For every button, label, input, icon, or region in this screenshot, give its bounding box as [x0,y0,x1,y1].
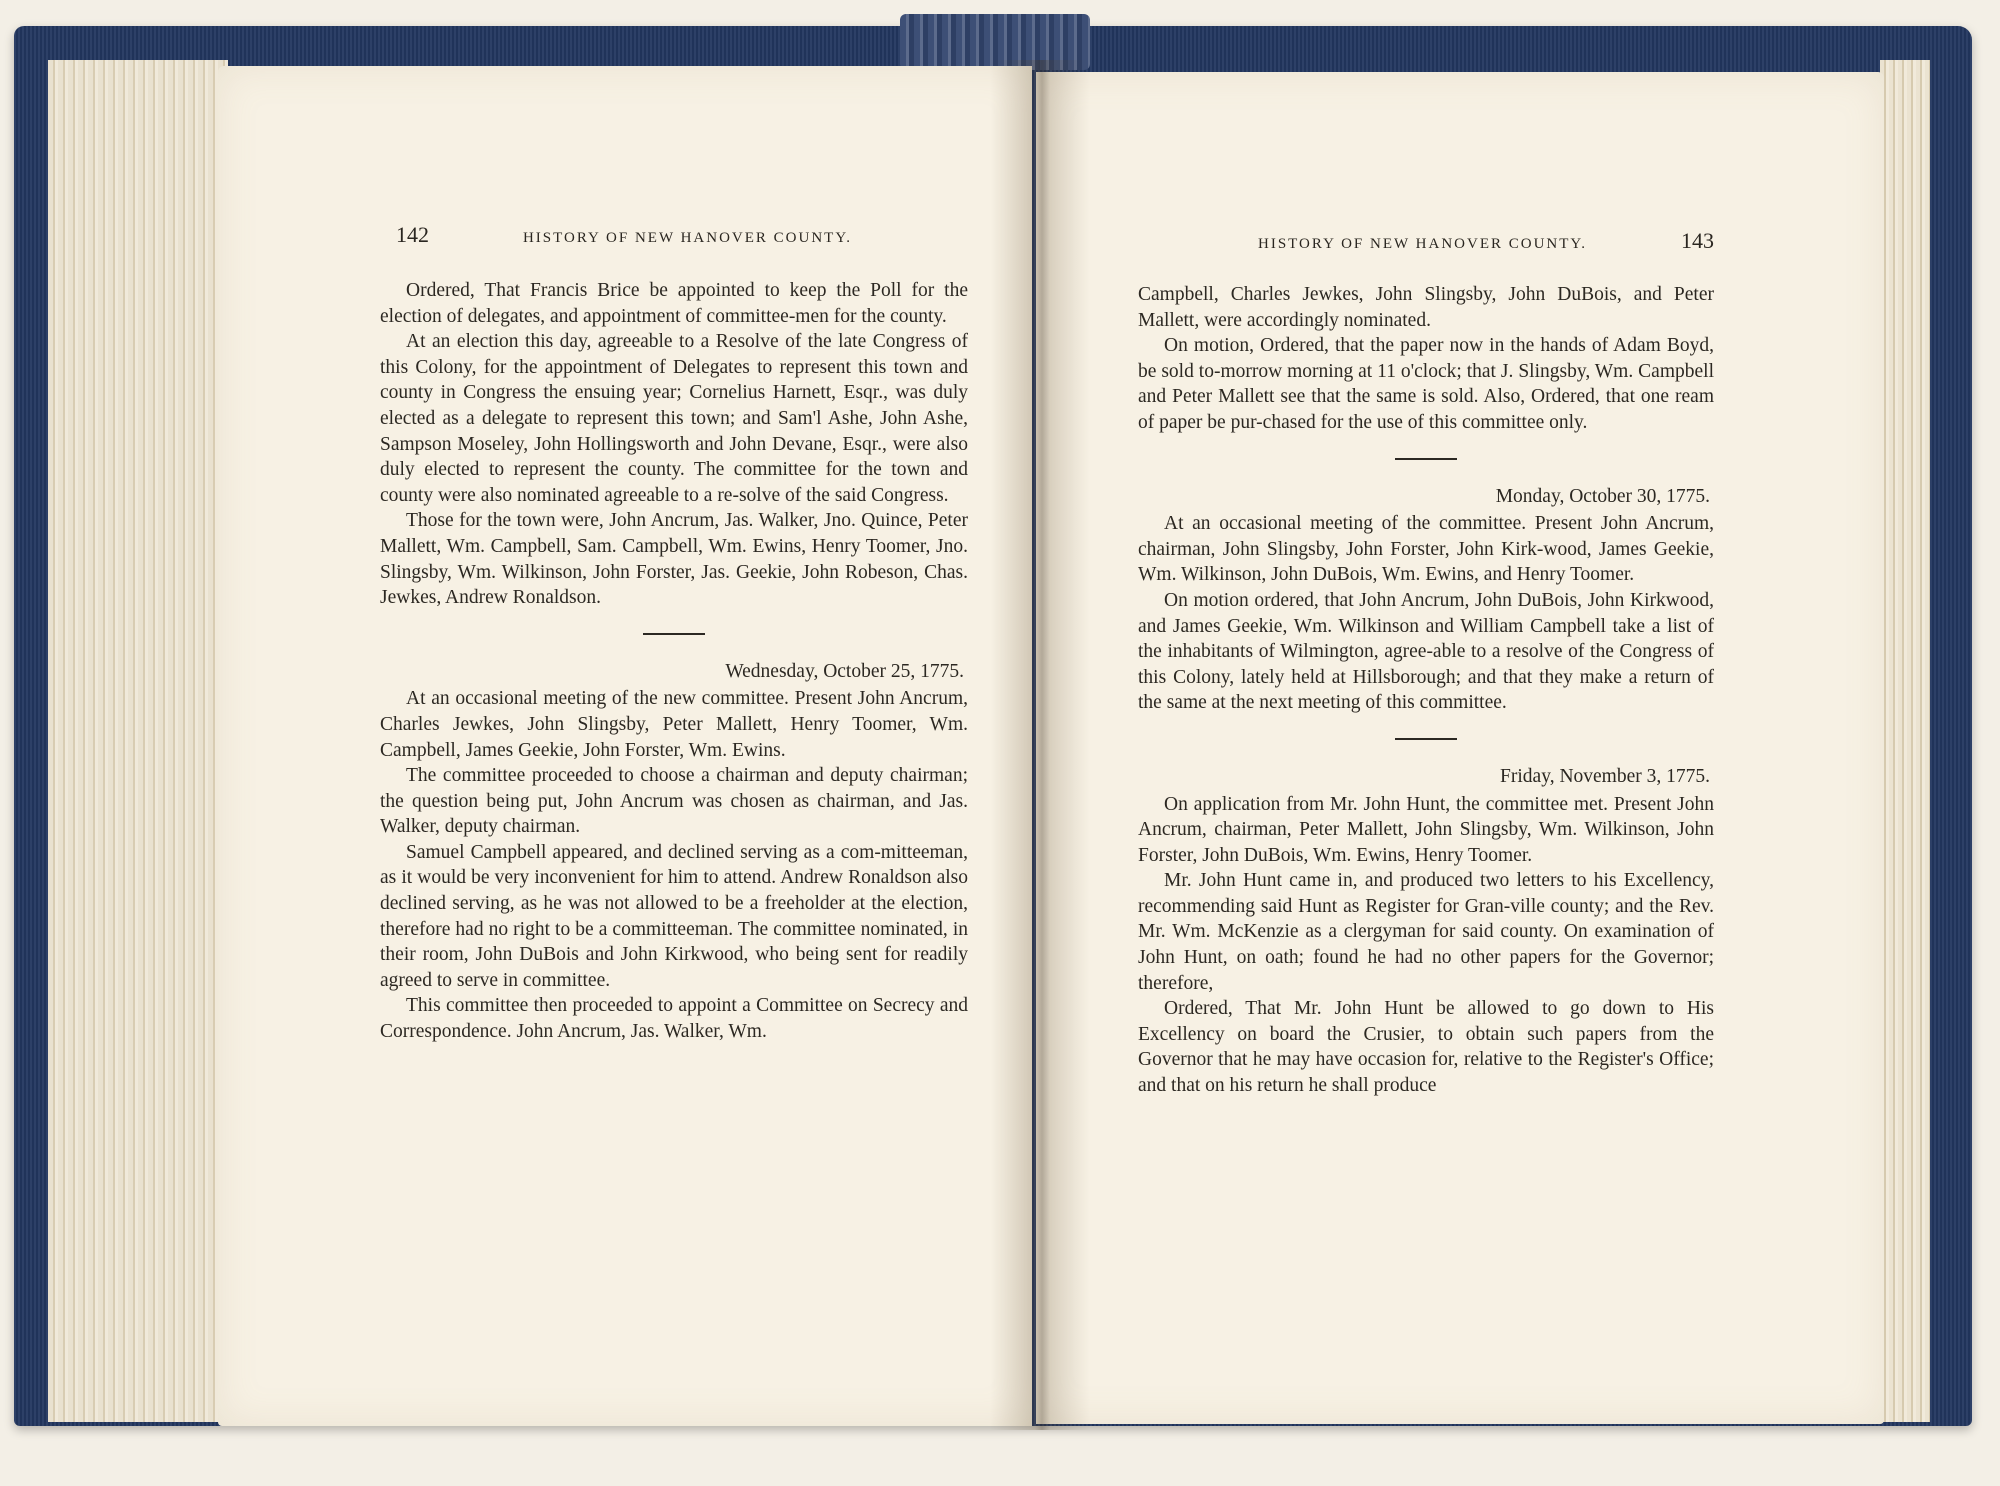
dateline: Monday, October 30, 1775. [1495,485,1710,507]
page-number: 142 [396,222,429,247]
page-edges-right [1880,60,1930,1422]
paragraph: Mr. John Hunt came in, and produced two letters to his Excellency, recommending said Hunt as Register for Gran-ville county; and the Rev. Mr. Wm. McKenzie as a clergyman for said county. On examination of John Hunt, on oath; found he had no other papers for the Governor; therefore, [1138,870,1714,994]
paragraph: On motion, Ordered, that the paper now in the hands of Adam Boyd, be sold to-morrow morning at 11 o'clock; that J. Slingsby, Wm. Campbell and Peter Mallett see that the same is sold. Also, Ordered, that one ream of paper be pur-chased for the use of this committee only. [1138,335,1714,433]
paragraph: Samuel Campbell appeared, and declined serving as a com-mitteeman, as it would be very inconvenient for him to attend. Andrew Ronaldson also declined serving, as he was not allowed to be a freeholder at the election, therefore had no right to be a committeeman. The committee nominated, in their room, John DuBois and John Kirkwood, who being sent for readily agreed to serve in committee. [380,841,968,991]
left-page-header [396,222,852,248]
right-page-text [1138,282,1714,1099]
section-rule [1395,458,1457,460]
paragraph: At an election this day, agreeable to a Resolve of the late Congress of this Colony, for the appointment of Delegates to represent this town and county in Congress the ensuing year; Cornelius Harnett, Esqr., was duly elected as a delegate to represent this town; and Sam'l Ashe, John Ashe, Sampson Moseley, John Hollingsworth and John Devane, Esqr., were also duly elected to represent the county. The committee for the town and county were also nominated agreeable to a re-solve of the said Congress. [380,331,968,506]
paragraph: Campbell, Charles Jewkes, John Slingsby, John DuBois, and Peter Mallett, were accordingly nominated. [1138,284,1714,331]
paragraph: The committee proceeded to choose a chairman and deputy chairman; the question being put, John Ancrum was chosen as chairman, and Jas. Walker, deputy chairman. [380,765,968,838]
paragraph: This committee then proceeded to appoint a Committee on Secrecy and Correspondence. John Ancrum, Jas. Walker, Wm. [380,995,968,1043]
page-edges-left [48,60,228,1422]
page-number: 143 [1681,228,1714,253]
dateline: Friday, November 3, 1775. [1500,765,1710,787]
section-rule [643,633,705,635]
paragraph: At an occasional meeting of the committee. Present John Ancrum, chairman, John Slingsby, John Forster, John Kirk-wood, James Geekie, Wm. Wilkinson, John DuBois, Wm. Ewins, and Henry Toomer. [1138,513,1714,586]
paragraph: On motion ordered, that John Ancrum, John DuBois, John Kirkwood, and James Geekie, Wm. Wilkinson and William Campbell take a list of the inhabitants of Wilmington, agree-able to a resolve of the Congress of this Colony, lately held at Hillsborough; and that they make a return of the same at the next meeting of this committee. [1138,589,1714,714]
dateline: Wednesday, October 25, 1775. [725,660,964,682]
paragraph: Those for the town were, John Ancrum, Jas. Walker, Jno. Quince, Peter Mallett, Wm. Campbell, Sam. Campbell, Wm. Ewins, Henry Toomer, Jno. Slingsby, Wm. Wilkinson, John Forster, Jas. Geekie, John Robeson, Chas. Jewkes, Andrew Ronaldson. [380,510,968,609]
section-rule [1395,738,1457,740]
running-head: HISTORY OF NEW HANOVER COUNTY. [522,230,852,246]
running-head: HISTORY OF NEW HANOVER COUNTY. [1258,236,1588,252]
left-page-text [380,278,968,1045]
paragraph: Ordered, That Mr. John Hunt be allowed to go down to His Excellency on board the Crusier, to obtain such papers from the Governor that he may have occasion for, relative to the Register's Office; and that on his return he shall produce [1138,998,1714,1097]
paragraph: At an occasional meeting of the new committee. Present John Ancrum, Charles Jewkes, John Slingsby, Peter Mallett, Henry Toomer, Wm. Campbell, James Geekie, John Forster, Wm. Ewins. [380,688,968,761]
paragraph: Ordered, That Francis Brice be appointed to keep the Poll for the election of delegates, and appointment of committee-men for the county. [380,280,968,327]
paragraph: On application from Mr. John Hunt, the committee met. Present John Ancrum, chairman, Peter Mallett, John Slingsby, Wm. Wilkinson, John Forster, John DuBois, Wm. Ewins, Henry Toomer. [1138,793,1714,866]
book-spine [900,14,1090,70]
right-page-header [1258,228,1714,254]
